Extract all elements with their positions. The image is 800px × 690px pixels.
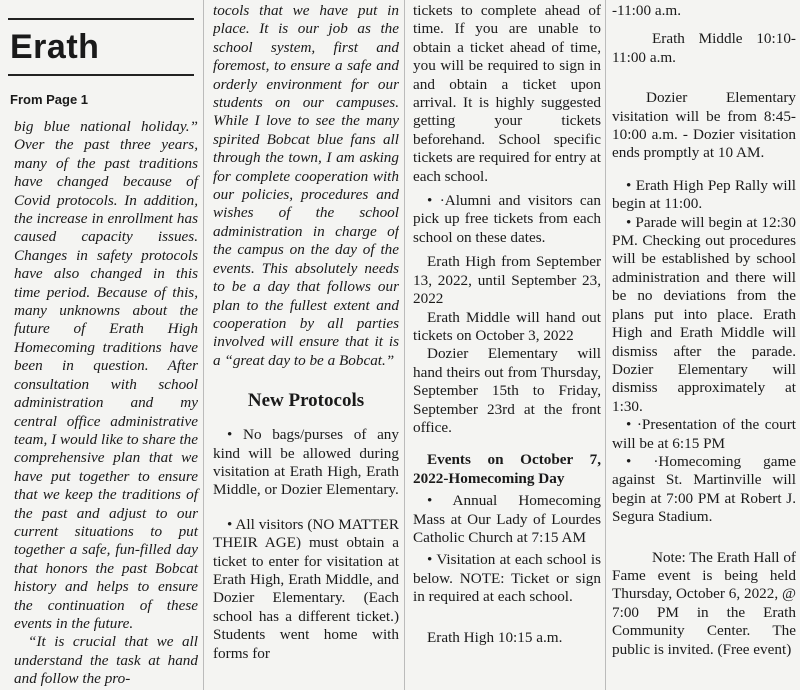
- article-paragraph: • Parade will begin at 12:30 PM. Checking out procedures will be established by school administration and there will be no deviations from the plans put into place. Erath High and Erath Middle will dismiss after the parade. Dozier Elementary will dismiss approximately at 1:30.: [612, 213, 796, 415]
- column-divider: [203, 0, 204, 690]
- article-paragraph: Erath Middle will hand out tickets on October 3, 2022: [413, 308, 601, 344]
- column-2: [213, 0, 399, 690]
- jump-line: From Page 1: [10, 92, 89, 107]
- article-paragraph: Erath Middle 10:10-11:00 a.m.: [612, 30, 796, 66]
- article-paragraph: • No bags/purses of any kind will be allowed during visitation at Erath High, Erath Middle, or Dozier Elementary.: [213, 426, 399, 499]
- column-4: [612, 0, 796, 690]
- article-paragraph: Erath High 10:15 a.m.: [427, 628, 563, 646]
- article-paragraph: -11:00 a.m.: [612, 2, 682, 19]
- column-divider: [404, 0, 405, 690]
- masthead-rule: [8, 74, 194, 76]
- column-3: [413, 0, 601, 690]
- article-paragraph: • Annual Homecoming Mass at Our Lady of Lourdes Catholic Church at 7:15 AM: [413, 492, 601, 546]
- article-paragraph: • All visitors (NO MATTER THEIR AGE) must obtain a ticket to enter for visitation at Erath High, Erath Middle, and Dozier Elementary. (Each school has a different ticket.) Students went home with forms for: [213, 515, 399, 662]
- masthead-title: Erath: [10, 28, 100, 66]
- section-heading: Events on October 7, 2022-Homecoming Day: [413, 451, 601, 487]
- article-paragraph: “It is crucial that we all understand the task at hand and follow the pro-: [14, 633, 198, 688]
- article-paragraph: • ·Homecoming game against St. Martinville will begin at 7:00 PM at Robert J. Segura Stadium.: [612, 452, 796, 526]
- article-paragraph: • Erath High Pep Rally will begin at 11:00.: [612, 176, 796, 213]
- article-paragraph: • ·Alumni and visitors can pick up free tickets from each school on these dates.: [413, 192, 601, 246]
- article-paragraph: tickets to complete ahead of time. If you are unable to obtain a ticket ahead of time, you will be required to sign in and obtain a ticket upon arrival. It is highly suggested getting your tickets beforehand. School specific tickets are required for entry at each school.: [413, 2, 601, 185]
- article-paragraph: Dozier Elementary will hand theirs out from Thursday, September 15th to Friday, September 23rd at the front office.: [413, 345, 601, 436]
- top-rule: [8, 18, 194, 20]
- article-paragraph: Note: The Erath Hall of Fame event is being held Thursday, October 6, 2022, @ 7:00 PM in the Erath Community Center. The public is invited. (Free event): [612, 548, 796, 658]
- article-paragraph: Erath High from September 13, 2022, until September 23, 2022: [413, 253, 601, 308]
- article-paragraph: tocols that we have put in place. It is our job as the school system, first and foremost, to ensure a safe and orderly environment for our students on our campuses. While I love to see the many spirited Bobcat blue fans all through the town, I am asking for complete cooperation with our policies, procedures and wishes of the school administration in charge of the campus on the day of the events. This absolutely needs to be a day that follows our plan to the fullest extent and cooperation by all parties involved will ensure that it is a “great day to be a Bobcat.”: [213, 2, 399, 369]
- article-paragraph: • Visitation at each school is below. NOTE: Ticket or sign in required at each school.: [413, 551, 601, 606]
- article-paragraph: big blue national holiday.” Over the past three years, many of the past traditions have changed because of Covid protocols. In addition, the increase in enrollment has caused capacity issues. Changes in safety protocols have also changed in this time period. Because of this, many unknowns about the future of Erath High Homecoming traditions have been in question. After consultation with school administration and my central office administrative team, I would like to share the comprehensive plan that we have put together to ensure that we keep the traditions of the past and adjust to our current situations to put together a safe, fun-filled day that honors the past Bobcat history and helps to ensure the continuation of these events in the future.: [14, 118, 198, 632]
- article-paragraph: Dozier Elementary visitation will be from 8:45-10:00 a.m. - Dozier visitation ends promptly at 10 AM.: [612, 89, 796, 162]
- article-paragraph: • ·Presentation of the court will be at 6:15 PM: [612, 416, 796, 452]
- column-1: [0, 0, 200, 690]
- column-divider: [605, 0, 606, 690]
- section-heading: New Protocols: [247, 390, 365, 412]
